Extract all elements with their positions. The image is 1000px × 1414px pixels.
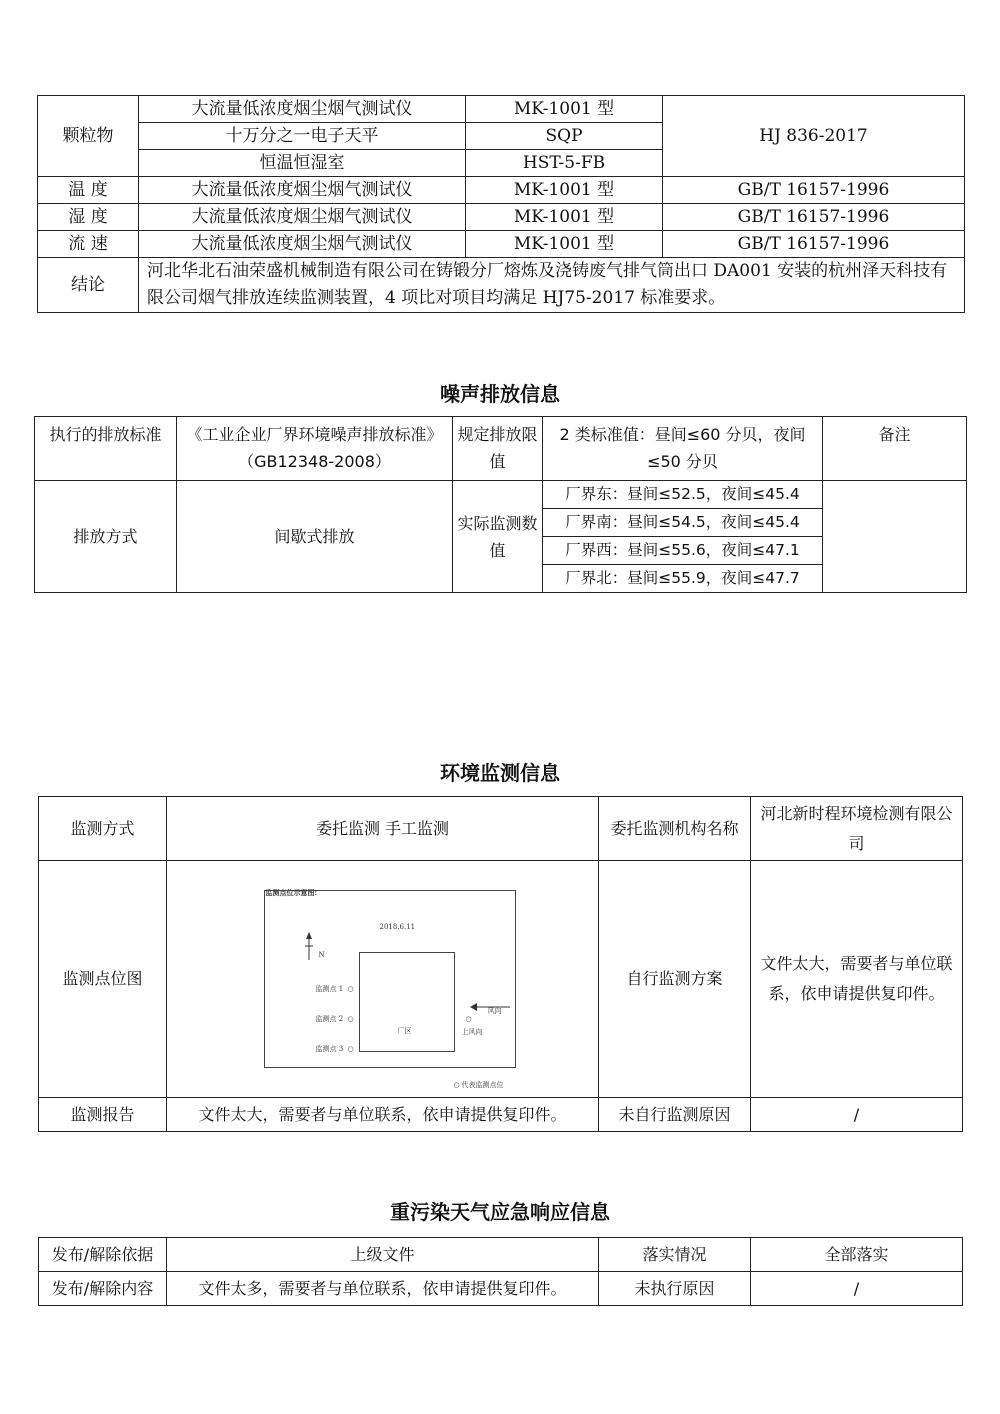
model-cell: HST-5-FB bbox=[466, 150, 663, 177]
no-exec-value: / bbox=[751, 1272, 963, 1306]
std-value: 《工业企业厂界环境噪声排放标准》（GB12348-2008） bbox=[177, 417, 453, 481]
point-label: 监测点 3 bbox=[315, 1045, 344, 1053]
conclusion-text: 河北华北石油荣盛机械制造有限公司在铸锻分厂熔炼及浇铸废气排气筒出口 DA001 安装的杭州泽天科技有限公司烟气排放连续监测装置，4 项比对项目均满足 HJ75-2017 标准要求。 bbox=[139, 258, 965, 313]
method-label: 监测方式 bbox=[39, 797, 167, 861]
noise-heading: 噪声排放信息 bbox=[440, 382, 560, 406]
actual-value: 厂界南：昼间≤54.5，夜间≤45.4 bbox=[543, 509, 823, 537]
monitoring-map bbox=[248, 874, 518, 1089]
standard-cell: GB/T 16157-1996 bbox=[663, 231, 965, 258]
limit-value: 2 类标准值：昼间≤60 分贝，夜间≤50 分贝 bbox=[543, 417, 823, 481]
standard-cell: HJ 836-2017 bbox=[663, 96, 965, 177]
model-cell: MK-1001 型 bbox=[466, 231, 663, 258]
actual-label: 实际监测数值 bbox=[453, 481, 543, 593]
agency-value: 河北新时程环境检测有限公司 bbox=[751, 797, 963, 861]
north-label: N bbox=[318, 951, 325, 959]
limit-label: 规定排放限值 bbox=[453, 417, 543, 481]
content-label: 发布/解除内容 bbox=[39, 1272, 167, 1306]
content-value: 文件太多，需要者与单位联系，依申请提供复印件。 bbox=[167, 1272, 599, 1306]
map-date: 2018.6.11 bbox=[379, 923, 416, 931]
instrument-cell: 十万分之一电子天平 bbox=[139, 123, 466, 150]
instrument-cell: 恒温恒湿室 bbox=[139, 150, 466, 177]
actual-value: 厂界东：昼间≤52.5，夜间≤45.4 bbox=[543, 481, 823, 509]
basis-label: 发布/解除依据 bbox=[39, 1238, 167, 1272]
item-cell: 湿 度 bbox=[38, 204, 139, 231]
point-label: 监测点 2 bbox=[315, 1015, 344, 1023]
impl-value: 全部落实 bbox=[751, 1238, 963, 1272]
legend-marker-icon: ○ bbox=[453, 1081, 460, 1089]
remark-label: 备注 bbox=[823, 417, 967, 481]
mode-value: 间歇式排放 bbox=[177, 481, 453, 593]
map-title: 监测点位示意图: bbox=[265, 888, 318, 897]
noise-table bbox=[34, 416, 967, 593]
model-cell: MK-1001 型 bbox=[466, 177, 663, 204]
pollution-heading: 重污染天气应急响应信息 bbox=[390, 1200, 610, 1224]
remark-value bbox=[823, 481, 967, 593]
area-label: 厂区 bbox=[397, 1027, 412, 1035]
std-label: 执行的排放标准 bbox=[35, 417, 177, 481]
report-value: 文件太大，需要者与单位联系，依申请提供复印件。 bbox=[167, 1098, 599, 1132]
report-label: 监测报告 bbox=[39, 1098, 167, 1132]
map-label: 监测点位图 bbox=[39, 861, 167, 1098]
instrument-table bbox=[37, 95, 965, 313]
mode-label: 排放方式 bbox=[35, 481, 177, 593]
north-arrow-icon bbox=[302, 932, 316, 962]
point-marker-icon: ○ bbox=[465, 1015, 472, 1023]
agency-label: 委托监测机构名称 bbox=[599, 797, 751, 861]
legend-label: 代表监测点位 bbox=[461, 1081, 504, 1089]
instrument-cell: 大流量低浓度烟尘烟气测试仪 bbox=[139, 204, 466, 231]
reason-value: / bbox=[751, 1098, 963, 1132]
reason-label: 未自行监测原因 bbox=[599, 1098, 751, 1132]
instrument-cell: 大流量低浓度烟尘烟气测试仪 bbox=[139, 96, 466, 123]
point-marker-icon: ○ bbox=[347, 1045, 354, 1053]
standard-cell: GB/T 16157-1996 bbox=[663, 204, 965, 231]
basis-value: 上级文件 bbox=[167, 1238, 599, 1272]
point-marker-icon: ○ bbox=[347, 1015, 354, 1023]
model-cell: MK-1001 型 bbox=[466, 96, 663, 123]
standard-cell: GB/T 16157-1996 bbox=[663, 177, 965, 204]
impl-label: 落实情况 bbox=[599, 1238, 751, 1272]
item-cell: 温 度 bbox=[38, 177, 139, 204]
no-exec-label: 未执行原因 bbox=[599, 1272, 751, 1306]
instrument-cell: 大流量低浓度烟尘烟气测试仪 bbox=[139, 231, 466, 258]
plan-value: 自行监测方案 bbox=[599, 861, 751, 1098]
item-cell: 颗粒物 bbox=[38, 96, 139, 177]
env-heading: 环境监测信息 bbox=[440, 761, 560, 785]
item-cell: 流 速 bbox=[38, 231, 139, 258]
pollution-table bbox=[38, 1237, 963, 1306]
point-marker-icon: ○ bbox=[347, 985, 354, 993]
method-value: 委托监测 手工监测 bbox=[167, 797, 599, 861]
upwind-label: 上风向 bbox=[461, 1028, 483, 1036]
instrument-cell: 大流量低浓度烟尘烟气测试仪 bbox=[139, 177, 466, 204]
map-cell bbox=[167, 861, 599, 1098]
actual-value: 厂界北：昼间≤55.9，夜间≤47.7 bbox=[543, 565, 823, 593]
model-cell: MK-1001 型 bbox=[466, 204, 663, 231]
env-table bbox=[38, 796, 963, 1132]
point-label: 监测点 1 bbox=[315, 985, 344, 993]
actual-value: 厂界西：昼间≤55.6，夜间≤47.1 bbox=[543, 537, 823, 565]
plan-note: 文件太大，需要者与单位联系，依申请提供复印件。 bbox=[751, 861, 963, 1098]
model-cell: SQP bbox=[466, 123, 663, 150]
wind-label: 风向 bbox=[487, 1007, 502, 1015]
conclusion-label: 结论 bbox=[38, 258, 139, 313]
